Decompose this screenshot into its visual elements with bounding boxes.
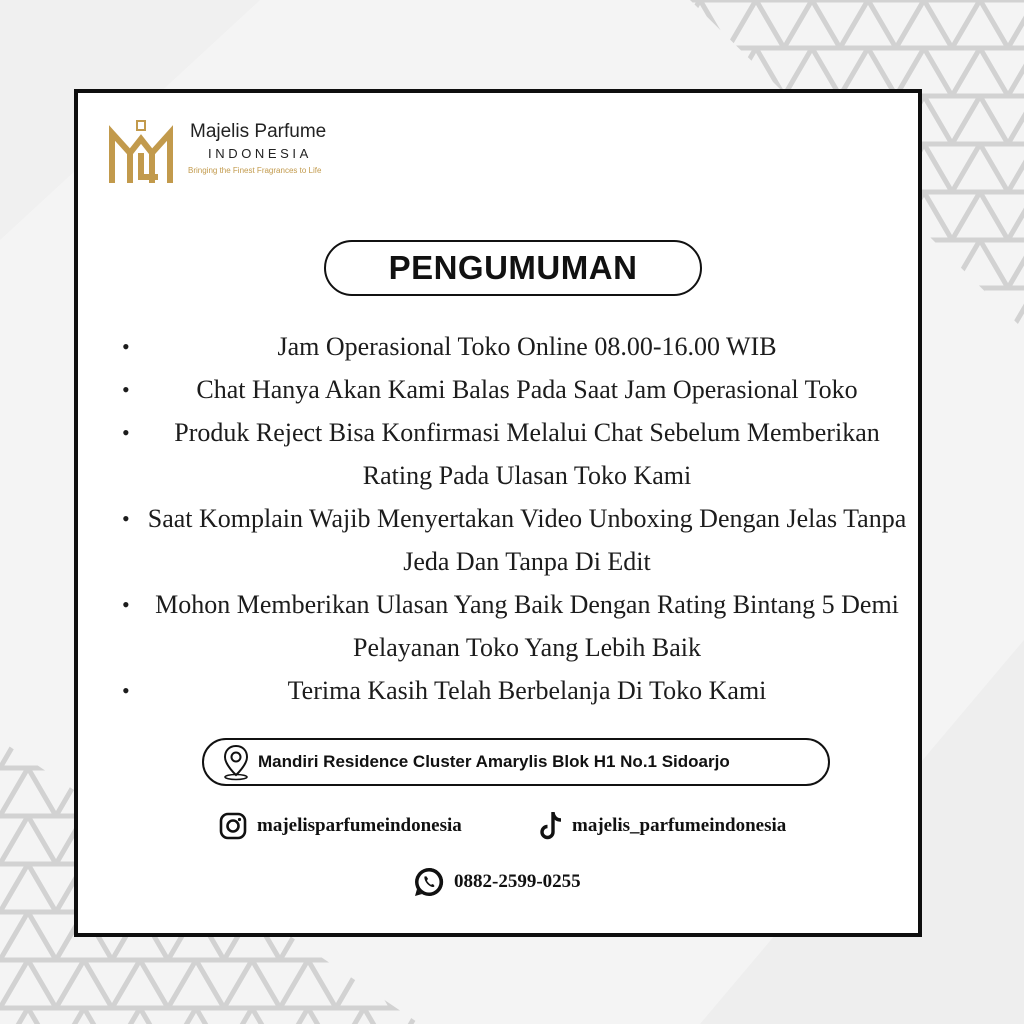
- bullet-icon: •: [122, 377, 130, 402]
- bullet-icon: •: [122, 420, 130, 445]
- address-badge: [202, 738, 830, 786]
- bullet-icon: •: [122, 592, 130, 617]
- page-title: PENGUMUMAN: [324, 240, 702, 296]
- brand-logo: [106, 119, 386, 191]
- instagram-text: majelisparfumeindonesia: [257, 815, 462, 836]
- instagram-handle[interactable]: [219, 812, 462, 840]
- list-item: [120, 497, 910, 583]
- notice-list: [120, 325, 910, 712]
- brand-tagline: Bringing the Finest Fragrances to Life: [188, 166, 322, 175]
- bullet-icon: •: [122, 506, 130, 531]
- list-item: [120, 669, 910, 712]
- bullet-icon: •: [122, 678, 130, 703]
- location-pin-icon: [220, 743, 252, 781]
- tiktok-icon: [540, 810, 566, 842]
- notice-text: Mohon Memberikan Ulasan Yang Baik Dengan Rating Bintang 5 Demi Pelayanan Toko Yang Lebih Baik: [155, 590, 899, 662]
- notice-text: Jam Operasional Toko Online 08.00-16.00 WIB: [277, 332, 777, 361]
- instagram-icon: [219, 812, 247, 840]
- address-text: Mandiri Residence Cluster Amarylis Blok H1 No.1 Sidoarjo: [258, 752, 730, 771]
- list-item: [120, 411, 910, 497]
- whatsapp-icon: [412, 865, 446, 899]
- notice-text: Chat Hanya Akan Kami Balas Pada Saat Jam Operasional Toko: [196, 375, 858, 404]
- list-item: [120, 325, 910, 368]
- notice-text: Saat Komplain Wajib Menyertakan Video Unboxing Dengan Jelas Tanpa Jeda Dan Tanpa Di Edit: [147, 504, 907, 576]
- list-item: [120, 368, 910, 411]
- notice-text: Terima Kasih Telah Berbelanja Di Toko Kami: [287, 676, 767, 705]
- bullet-icon: •: [122, 334, 130, 359]
- list-item: [120, 583, 910, 669]
- whatsapp-number[interactable]: [412, 865, 581, 899]
- brand-name: Majelis Parfume: [190, 121, 327, 142]
- tiktok-handle[interactable]: [540, 810, 786, 842]
- brand-country: INDONESIA: [208, 146, 312, 161]
- announcement-card: [74, 89, 922, 937]
- notice-text: Produk Reject Bisa Konfirmasi Melalui Chat Sebelum Memberikan Rating Pada Ulasan Toko Kami: [174, 418, 880, 490]
- whatsapp-text: 0882-2599-0255: [454, 871, 581, 892]
- tiktok-text: majelis_parfumeindonesia: [572, 815, 787, 836]
- majelis-logo-icon: [106, 119, 176, 191]
